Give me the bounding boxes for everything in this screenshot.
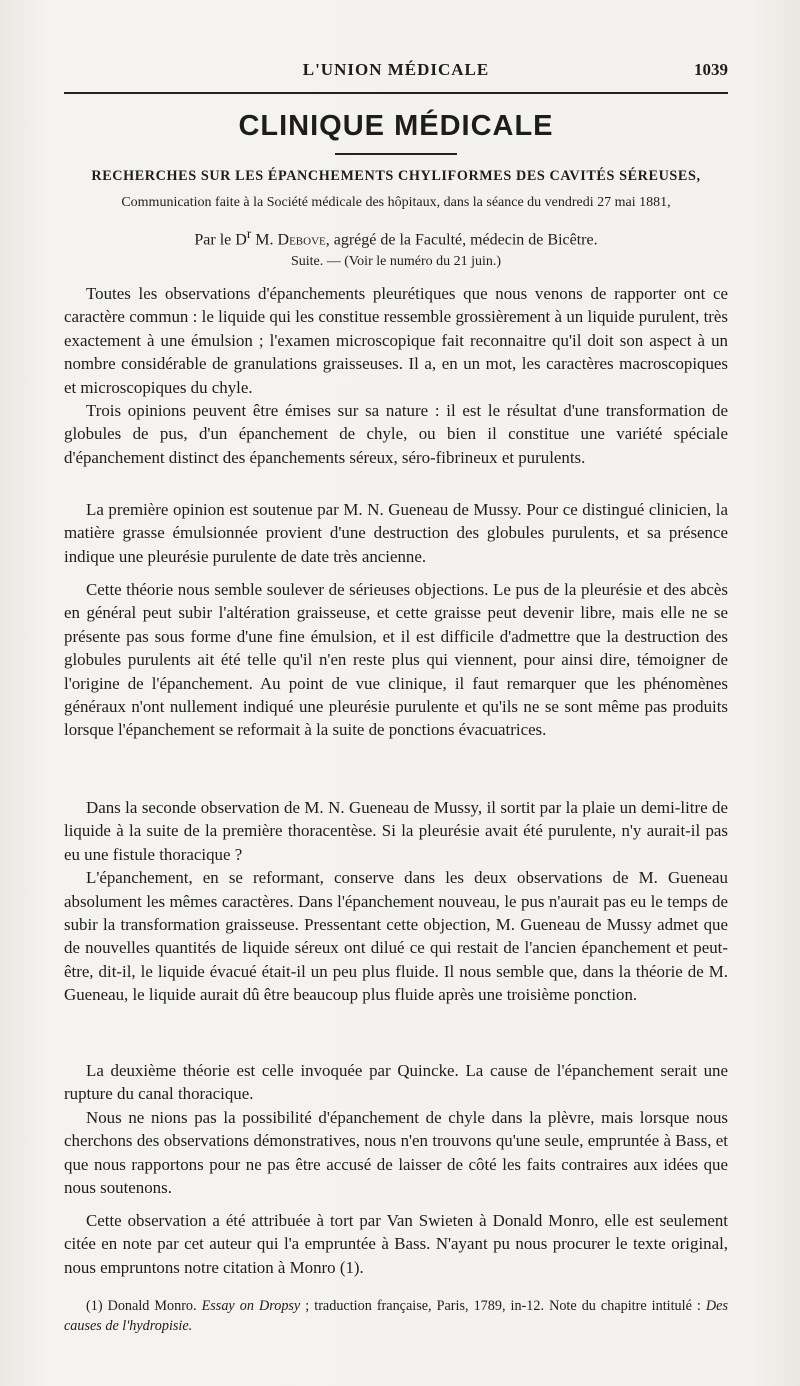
paragraph: Cette observation a été attribuée à tort par Van Swieten à Donald Monro, elle est seulement citée en note par cet auteur qui l'a empruntée à Bass. N'ayant pu nous procurer le texte original, nous empruntons notre citation à Monro (1). [64, 1211, 728, 1277]
title-rule [335, 153, 457, 155]
paragraph: L'épanchement, en se reformant, conserve dans les deux observations de M. Gueneau absolument les mêmes caractères. Dans l'épanchement nouveau, le pus n'aurait pas eu le temps de subir la transformation graisseuse. Pressentant cette objection, M. Gueneau de Mussy admet que de nouvelles quantités de liquide séreux ont dilué ce qui restait de l'ancien épanchement et peut-être, dit-il, le liquide évacué était-il un peu plus fluide. Il nous semble que, dans la théorie de M. Gueneau, le liquide aurait dû être beaucoup plus fluide après une troisième ponction. [64, 868, 728, 1005]
paragraph: Dans la seconde observation de M. N. Gueneau de Mussy, il sortit par la plaie un demi-litre de liquide à la suite de la première thoracentèse. Si la pleurésie avait été purulente, n'y aurait-il pas eu une fistule thoracique ? [64, 798, 728, 864]
body-block-4 [64, 796, 728, 1007]
author-prefix: Par le D [194, 231, 247, 249]
header-rule [64, 92, 728, 94]
author-title-sup: r [246, 226, 252, 241]
section-title: CLINIQUE MÉDICALE [238, 110, 554, 142]
footnote-middle: ; traduction française, Paris, 1789, in-12. Note du chapitre intitulé : [300, 1298, 706, 1314]
footnote-text [64, 1296, 728, 1336]
footnote-chapter: Des causes de l'hydropisie. [64, 1298, 728, 1334]
paragraph: La deuxième théorie est celle invoquée par Quincke. La cause de l'épanchement serait une rupture du canal thoracique. [64, 1061, 728, 1104]
paragraph: Trois opinions peuvent être émises sur sa nature : il est le résultat d'une transformation de globules de pus, d'un épanchement de chyle, ou bien il constitue une variété spéciale d'épanchement distinct des épanchements séreux, séro-fibrineux et purulents. [64, 401, 728, 467]
author-name: M. Debove [255, 231, 326, 249]
paragraph: La première opinion est soutenue par M. N. Gueneau de Mussy. Pour ce distingué clinicien, la matière grasse émulsionnée provient d'une destruction des globules purulents, et sa présence indique une pleurésie purulente de date très ancienne. [64, 500, 728, 566]
body-block-1 [64, 282, 728, 469]
author-suffix: , agrégé de la Faculté, médecin de Bicêtre. [325, 231, 598, 249]
body-block-5 [64, 1059, 728, 1199]
running-title: L'UNION MÉDICALE [302, 60, 490, 79]
footnote-prefix: (1) Donald Monro. [86, 1298, 202, 1314]
body-block-2 [64, 498, 728, 568]
paragraph: Toutes les observations d'épanchements pleurétiques que nous venons de rapporter ont ce caractère commun : le liquide qui les constitue ressemble grossièrement à un liquide purulent, très exactement à une émulsion ; l'examen microscopique fait reconnaitre qu'il doit son aspect à un nombre considérable de granulations graisseuses. Il a, en un mot, les caractères macroscopiques et microscopiques du chyle. [64, 284, 728, 397]
continuation-note: Suite. — (Voir le numéro du 21 juin.) [290, 254, 502, 269]
author-line [64, 226, 728, 249]
footnote [64, 1296, 728, 1336]
page-number: 1039 [694, 60, 728, 79]
paragraph: Cette théorie nous semble soulever de sérieuses objections. Le pus de la pleurésie et des abcès en général peut subir l'altération graisseuse, et cette graisse peut devenir libre, mais elle ne se présente pas sous forme d'une fine émulsion, et il est difficile d'admettre que la destruction des globules purulents ait été telle qu'il n'en reste plus qui viennent, pour ainsi dire, témoigner de l'origine de l'épanchement. Au point de vue clinique, il faut remarquer que les phénomènes généraux n'ont nullement indiqué une pleurésie purulente et qu'ils ne se sont même pas produits lorsque l'épanchement se reformait à la suite de ponctions évacuatrices. [64, 580, 728, 740]
communication-line: Communication faite à la Société médicale des hôpitaux, dans la séance du vendredi 27 mai 1881, [121, 195, 671, 210]
article-title: RECHERCHES SUR LES ÉPANCHEMENTS CHYLIFORMES DES CAVITÉS SÉREUSES, [91, 168, 701, 184]
footnote-work: Essay on Dropsy [201, 1298, 301, 1314]
body-block-6 [64, 1209, 728, 1279]
paragraph: Nous ne nions pas la possibilité d'épanchement de chyle dans la plèvre, mais lorsque nous cherchons des observations démonstratives, nous n'en trouvons qu'une seule, empruntée à Bass, et que nous rapportons pour ne pas être accusé de laisser de côté les faits contraires aux idées que nous soutenons. [64, 1107, 728, 1198]
body-block-3 [64, 578, 728, 742]
running-head [64, 56, 728, 86]
